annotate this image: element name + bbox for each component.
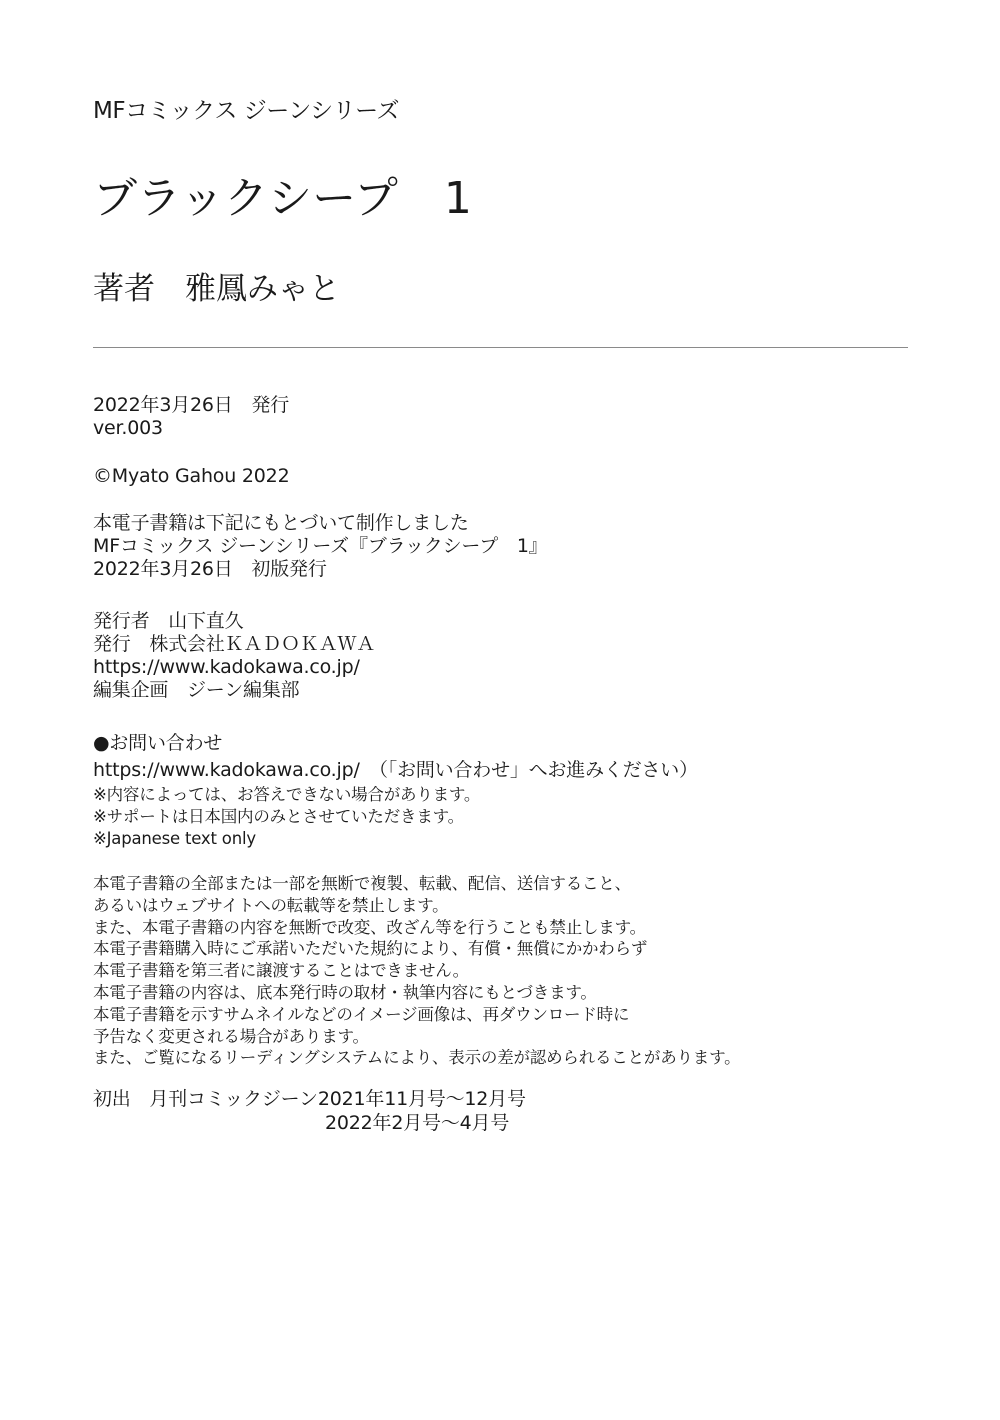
divider xyxy=(93,347,908,348)
legal-line: 本電子書籍を示すサムネイルなどのイメージ画像は、再ダウンロード時に xyxy=(93,1004,630,1024)
book-title: ブラックシープ xyxy=(93,173,398,224)
series-name: MFコミックス ジーンシリーズ xyxy=(93,98,400,124)
legal-line: 本電子書籍の全部または一部を無断で複製、転載、配信、送信すること、 xyxy=(93,874,631,893)
legal-notice xyxy=(93,873,740,1069)
legal-line: 本電子書籍の内容は、底本発行時の取材・執筆内容にもとづきます。 xyxy=(93,982,597,1002)
source-edition-info xyxy=(93,512,548,581)
inquiry-url: https://www.kadokawa.co.jp/ （「お問い合わせ」へお進みください） xyxy=(93,759,698,781)
issue-info xyxy=(93,394,289,440)
author-name: 雅鳳みゃと xyxy=(185,271,340,307)
legal-line: また、ご覧になるリーディングシステムにより、表示の差が認められることがあります。 xyxy=(93,1048,741,1068)
book-title-line xyxy=(93,162,472,226)
publisher-line: 発行 株式会社ＫＡＤＯＫＡＷＡ xyxy=(93,633,376,655)
issue-date: 2022年3月26日 発行 xyxy=(93,394,290,416)
source-line: 本電子書籍は下記にもとづいて制作しました xyxy=(93,512,469,534)
copyright-text: ©Myato Gahou 2022 xyxy=(93,465,290,487)
publisher-url: https://www.kadokawa.co.jp/ xyxy=(93,656,360,678)
publisher-info xyxy=(93,610,375,702)
inquiry-note: ※内容によっては、お答えできない場合があります。 xyxy=(93,785,481,804)
legal-line: 本電子書籍を第三者に譲渡することはできません。 xyxy=(93,961,469,981)
copyright-notice xyxy=(93,465,289,488)
version-label: ver.003 xyxy=(93,417,163,439)
first-publication-line: 初出 月刊コミックジーン2021年11月号～12月号 xyxy=(93,1088,526,1110)
inquiry-note: ※Japanese text only xyxy=(93,829,256,848)
inquiry-heading: ●お問い合わせ xyxy=(93,732,223,754)
author-label: 著者 xyxy=(93,271,155,307)
inquiry-note: ※サポートは日本国内のみとさせていただきます。 xyxy=(93,807,464,826)
publisher-line: 発行者 山下直久 xyxy=(93,610,244,632)
legal-line: あるいはウェブサイトへの転載等を禁止します。 xyxy=(93,895,449,915)
source-line: MFコミックス ジーンシリーズ『ブラックシープ 1』 xyxy=(93,535,548,557)
first-publication-line: 2022年2月号～4月号 xyxy=(325,1112,510,1134)
publisher-line: 編集企画 ジーン編集部 xyxy=(93,679,300,701)
inquiry-section xyxy=(93,730,698,850)
legal-line: 本電子書籍購入時にご承諾いただいた規約により、有償・無償にかかわらず xyxy=(93,939,648,959)
legal-line: 予告なく変更される場合があります。 xyxy=(93,1026,369,1046)
volume-number: 1 xyxy=(443,173,472,224)
author-line xyxy=(93,263,340,308)
first-publication xyxy=(93,1087,526,1135)
source-line: 2022年3月26日 初版発行 xyxy=(93,558,327,580)
legal-line: また、本電子書籍の内容を無断で改変、改ざん等を行うことも禁止します。 xyxy=(93,917,646,937)
